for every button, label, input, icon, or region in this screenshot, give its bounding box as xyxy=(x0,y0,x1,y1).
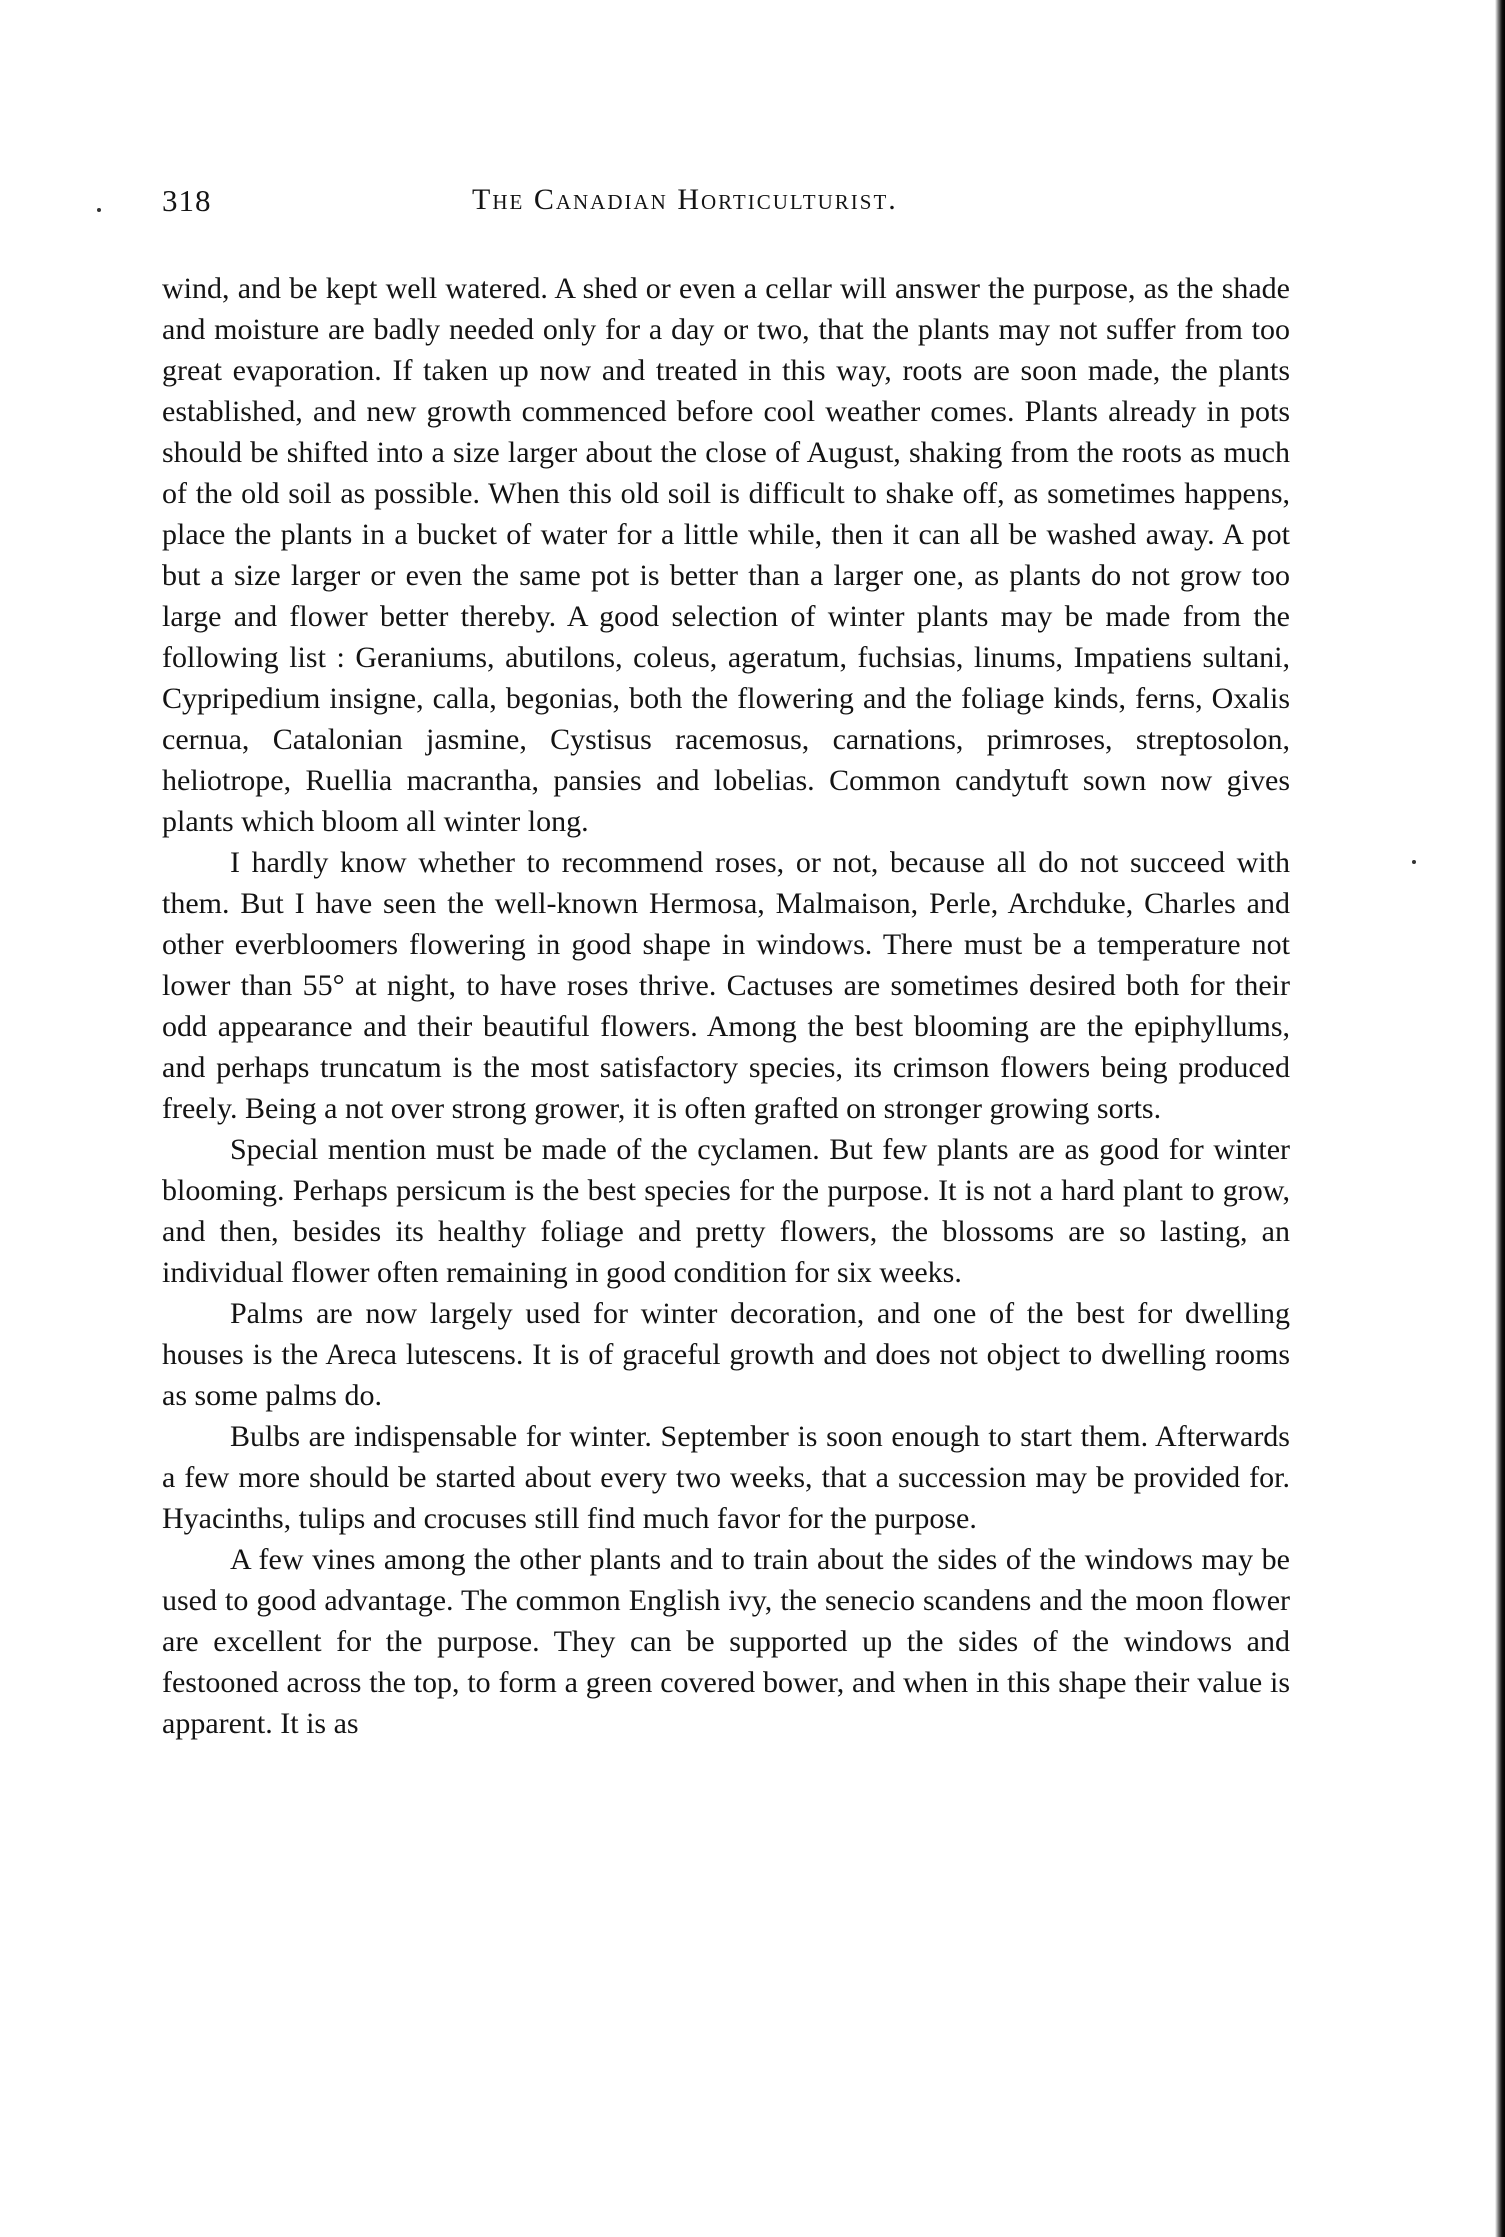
paragraph-3: Special mention must be made of the cyclamen. But few plants are as good for winter blooming. Perhaps persicum is the best species for the purpose. It is not a hard plant to grow, and then, besides its healthy foliage and pretty flowers, the blossoms are so lasting, an individual flower often remaining in good condition for six weeks. xyxy=(162,1133,1290,1289)
page-header xyxy=(162,183,1182,233)
paragraph-2: I hardly know whether to recommend roses, or not, because all do not succeed with them. But I have seen the well-known Hermosa, Malmaison, Perle, Archduke, Charles and other everbloomers flowering in good shape in windows. There must be a temperature not lower than 55° at night, to have roses thrive. Cactuses are sometimes desired both for their odd appearance and their beautiful flowers. Among the best blooming are the epiphyllums, and perhaps truncatum is the most satisfactory species, its crimson flowers being produced freely. Being a not over strong grower, it is often grafted on stronger growing sorts. xyxy=(162,846,1290,1125)
print-speck xyxy=(97,208,101,212)
paragraph-6: A few vines among the other plants and to train about the sides of the windows may be used to good advantage. The common English ivy, the senecio scandens and the moon flower are excellent for the purpose. They can be supported up the sides of the windows and festooned across the top, to form a green covered bower, and when in this shape their value is apparent. It is as xyxy=(162,1543,1290,1740)
print-speck xyxy=(1412,860,1416,864)
running-title: The Canadian Horticulturist. xyxy=(472,183,898,216)
article-body xyxy=(162,268,1290,1744)
paragraph-5: Bulbs are indispensable for winter. September is soon enough to start them. Afterwards a few more should be started about every two weeks, that a succession may be provided for. Hyacinths, tulips and crocuses still find much favor for the purpose. xyxy=(162,1420,1290,1535)
paragraph-4: Palms are now largely used for winter decoration, and one of the best for dwelling houses is the Areca lutescens. It is of graceful growth and does not object to dwelling rooms as some palms do. xyxy=(162,1297,1290,1412)
page-binding-edge xyxy=(1495,0,1505,2237)
page-number: 318 xyxy=(162,183,212,218)
paragraph-1: wind, and be kept well watered. A shed or even a cellar will answer the purpose, as the shade and moisture are badly needed only for a day or two, that the plants may not suffer from too great evaporation. If taken up now and treated in this way, roots are soon made, the plants established, and new growth commenced before cool weather comes. Plants already in pots should be shifted into a size larger about the close of August, shaking from the roots as much of the old soil as possible. When this old soil is difficult to shake off, as sometimes happens, place the plants in a bucket of water for a little while, then it can all be washed away. A pot but a size larger or even the same pot is better than a larger one, as plants do not grow too large and flower better thereby. A good selection of winter plants may be made from the following list : Geraniums, abutilons, coleus, ageratum, fuchsias, linums, Impatiens sultani, Cypripedium insigne, calla, begonias, both the flowering and the foliage kinds, ferns, Oxalis cernua, Catalonian jasmine, Cystisus racemosus, carnations, primroses, streptosolon, heliotrope, Ruellia macrantha, pansies and lobelias. Common candytuft sown now gives plants which bloom all winter long. xyxy=(162,272,1290,838)
